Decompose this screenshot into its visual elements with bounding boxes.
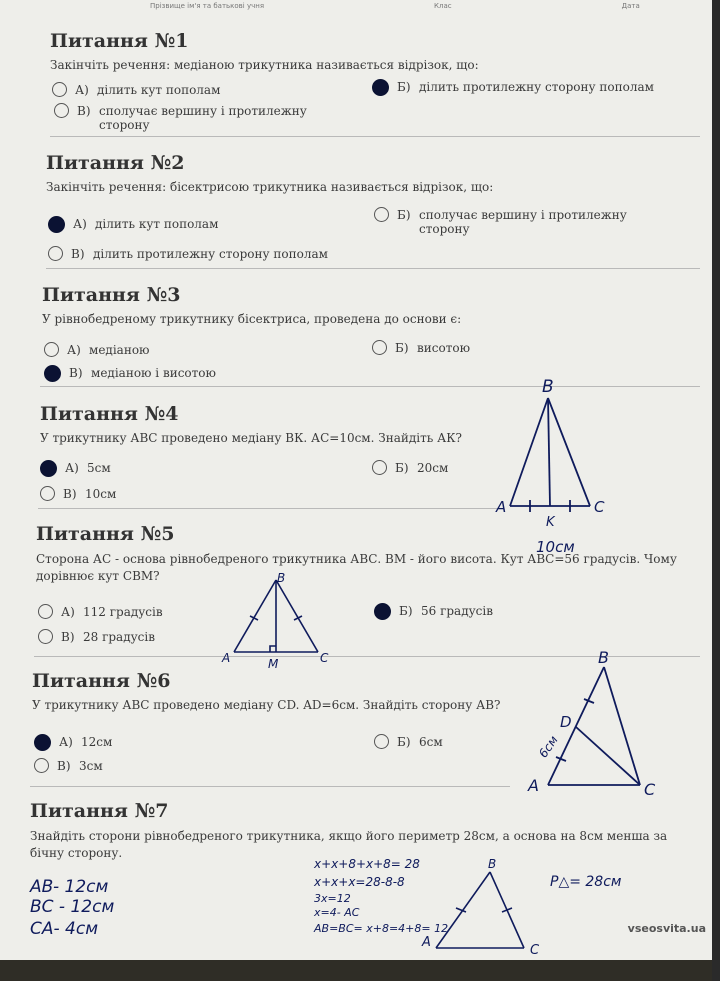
radio-button[interactable]	[48, 246, 63, 261]
question-text: Закінчіть речення: медіаною трикутника називається відрізок, що:	[50, 58, 479, 72]
triangle-abc-median	[510, 398, 590, 512]
radio-button[interactable]	[38, 604, 53, 619]
q3-option-c[interactable]: В) медіаною і висотою	[44, 366, 216, 383]
option-label: ділить протилежну сторону пополам	[419, 80, 654, 94]
vertex-label-a: A	[496, 498, 507, 516]
question-3	[42, 284, 712, 326]
divider	[38, 508, 498, 509]
question-title: Питання №7	[30, 800, 169, 822]
length-label: 6см	[535, 733, 561, 761]
calc-line-1: x+x+8+x+8= 28	[314, 857, 420, 871]
q5-option-a[interactable]: А) 112 градусів	[38, 605, 163, 620]
q1-option-a[interactable]: А) ділить кут пополам	[52, 83, 220, 98]
q7-handwritten-answer	[0, 850, 712, 960]
question-1	[50, 30, 712, 72]
question-text: У рівнобедреному трикутнику бісектриса, проведена до основи є:	[42, 312, 462, 326]
option-label: ділить кут пополам	[95, 217, 219, 231]
option-label: ділить кут пополам	[97, 83, 221, 97]
option-label: висотою	[417, 341, 471, 355]
option-label: 28 градусів	[83, 630, 155, 644]
vertex-label-c: C	[530, 943, 540, 958]
triangle-abc-height	[234, 580, 318, 652]
divider	[46, 268, 700, 269]
question-title: Питання №5	[36, 523, 175, 545]
radio-button[interactable]	[40, 486, 55, 501]
q5-triangle-drawing	[222, 570, 342, 670]
radio-button[interactable]	[372, 460, 387, 475]
site-watermark: vseosvita.ua	[627, 922, 706, 935]
divider	[30, 786, 510, 787]
radio-button-selected[interactable]	[44, 365, 61, 382]
perimeter-note: P△= 28см	[550, 874, 622, 890]
question-title: Питання №6	[32, 670, 171, 692]
vertex-label-c: C	[594, 498, 605, 516]
option-label: 20см	[417, 461, 449, 475]
point-label-k: K	[546, 515, 555, 530]
header-date: Дата	[621, 2, 640, 10]
vertex-label-c: C	[644, 780, 656, 799]
option-label: 12см	[81, 735, 113, 749]
divider	[50, 136, 700, 137]
header-line	[150, 2, 640, 10]
point-label-d: D	[560, 713, 572, 731]
radio-button-selected[interactable]	[40, 460, 57, 477]
vertex-label-b: B	[488, 857, 497, 871]
calc-line-2: x+x+x=28-8-8	[314, 875, 405, 889]
radio-button-selected[interactable]	[374, 603, 391, 620]
q6-option-b[interactable]: Б) 6см	[374, 735, 443, 750]
vertex-label-a: A	[222, 651, 231, 665]
question-text: Сторона АС - основа рівнобедреного трикутника АВС. ВМ - його висота. Кут АВС=56 градусів. Чому дорівнює кут СВМ?	[36, 552, 677, 583]
option-label: 10см	[85, 487, 117, 501]
q5-option-b[interactable]: Б) 56 градусів	[374, 604, 493, 621]
header-class: Клас	[434, 2, 452, 10]
radio-button[interactable]	[38, 629, 53, 644]
radio-button[interactable]	[52, 82, 67, 97]
vertex-label-b: B	[598, 648, 609, 667]
answer-ab: AB- 12см	[30, 877, 109, 897]
radio-button[interactable]	[372, 340, 387, 355]
question-title: Питання №2	[46, 152, 185, 174]
radio-button-selected[interactable]	[34, 734, 51, 751]
question-5	[36, 523, 712, 585]
question-2	[46, 152, 712, 194]
isosceles-triangle	[436, 872, 524, 948]
q6-triangle-drawing	[522, 645, 662, 800]
q6-option-c[interactable]: В) 3см	[34, 759, 103, 774]
vertex-label-b: B	[542, 377, 554, 397]
radio-button-selected[interactable]	[372, 79, 389, 96]
q2-option-b[interactable]: Б) сполучає вершину і протилежну сторону	[374, 208, 674, 236]
point-label-m: M	[268, 657, 279, 671]
question-title: Питання №4	[40, 403, 179, 425]
question-title: Питання №3	[42, 284, 181, 306]
option-label: 56 градусів	[421, 604, 493, 618]
option-label: 112 градусів	[83, 605, 163, 619]
q5-option-c[interactable]: В) 28 градусів	[38, 630, 155, 645]
q1-option-c[interactable]: В) сполучає вершину і протилежну сторону	[54, 104, 334, 132]
question-text: Закінчіть речення: бісектрисою трикутника називається відрізок, що:	[46, 180, 494, 194]
q4-option-a[interactable]: А) 5см	[40, 461, 111, 478]
radio-button[interactable]	[44, 342, 59, 357]
option-label: сполучає вершину і протилежну сторону	[99, 104, 307, 132]
radio-button[interactable]	[374, 734, 389, 749]
option-label: медіаною	[89, 343, 150, 357]
vertex-label-a: A	[528, 776, 539, 795]
q3-option-b[interactable]: Б) висотою	[372, 341, 470, 356]
question-text: Знайдіть сторони рівнобедреного трикутника, якщо його периметр 28см, а основа на 8см менша за бічну сторону.	[30, 829, 668, 860]
option-label: сполучає вершину і протилежну сторону	[419, 208, 627, 236]
q2-option-c[interactable]: В) ділить протилежну сторону пополам	[48, 247, 328, 262]
q2-option-a[interactable]: А) ділить кут пополам	[48, 217, 218, 234]
answer-ca: CA- 4см	[30, 919, 99, 939]
vertex-label-c: C	[320, 651, 329, 665]
option-label: медіаною і висотою	[91, 366, 216, 380]
option-label: 3см	[79, 759, 103, 773]
question-title: Питання №1	[50, 30, 189, 52]
header-fio: Прізвище ім'я та батькові учня	[150, 2, 265, 10]
question-text: У трикутнику АВС проведено медіану CD. AD=6см. Знайдіть сторону АВ?	[32, 698, 501, 712]
calc-line-3: 3x=12	[314, 892, 351, 905]
q6-option-a[interactable]: А) 12см	[34, 735, 112, 752]
radio-button[interactable]	[374, 207, 389, 222]
calc-line-4: x=4- AC	[314, 906, 360, 919]
question-text: У трикутнику АВС проведено медіану ВК. АС=10см. Знайдіть АК?	[40, 431, 462, 445]
q4-option-b[interactable]: Б) 20см	[372, 461, 448, 476]
answer-bc: BC - 12см	[30, 897, 115, 917]
option-label: ділить протилежну сторону пополам	[93, 247, 328, 261]
vertex-label-b: B	[277, 571, 286, 585]
q3-option-a[interactable]: А) медіаною	[44, 343, 150, 358]
calc-line-5: AB=BC= x+8=4+8= 12	[314, 922, 449, 935]
radio-button-selected[interactable]	[48, 216, 65, 233]
length-label: 10см	[536, 538, 575, 556]
radio-button[interactable]	[34, 758, 49, 773]
photo-background-edge	[0, 960, 712, 981]
vertex-label-a: A	[422, 935, 431, 950]
radio-button[interactable]	[54, 103, 69, 118]
q1-option-b[interactable]: Б) ділить протилежну сторону пополам	[372, 80, 654, 97]
option-label: 6см	[419, 735, 443, 749]
option-label: 5см	[87, 461, 111, 475]
q4-option-c[interactable]: В) 10см	[40, 487, 116, 502]
